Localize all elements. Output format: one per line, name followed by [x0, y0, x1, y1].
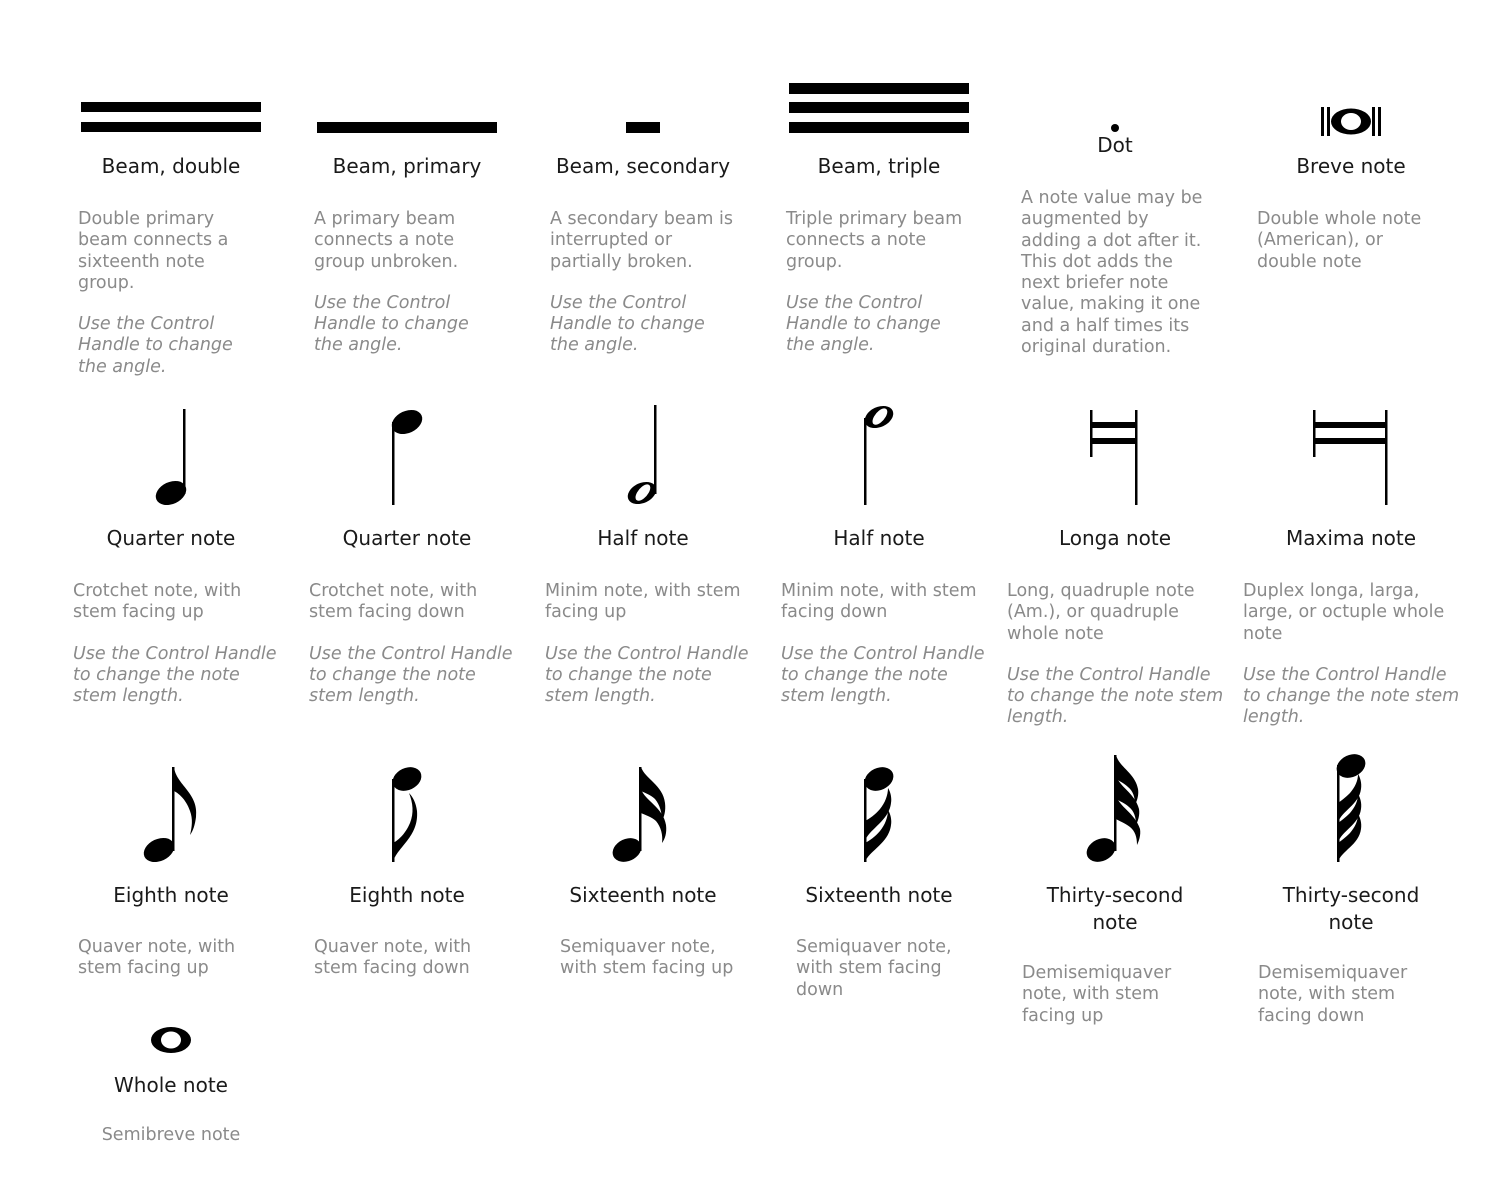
maxima-note-icon — [1233, 400, 1469, 510]
shape-title: Beam, primary — [332, 154, 482, 178]
dot-icon — [997, 80, 1233, 140]
shape-description: Semiquaver note, with stem facing up — [560, 937, 734, 979]
beam-double-icon — [53, 80, 289, 140]
shape-description: Semiquaver note, with stem facing down — [796, 937, 952, 1000]
shape-description: Minim note, with stem facing down Use the Control Handle to change the note stem length. — [781, 581, 985, 707]
eighth-note-up-icon — [53, 755, 289, 870]
shape-title: Eighth note — [113, 883, 229, 907]
shape-description: Demisemiquaver note, with stem facing down — [1258, 963, 1408, 1026]
shape-description: Long, quadruple note (Am.), or quadruple whole note Use the Control Handle to change the note stem length. — [1007, 581, 1224, 728]
shape-title: Beam, triple — [817, 154, 941, 178]
shape-description: Quaver note, with stem facing up — [78, 937, 236, 979]
shape-description: Triple primary beam connects a note group. Use the Control Handle to change the angle. — [786, 209, 963, 356]
thirty-second-note-down-icon — [1233, 755, 1469, 870]
longa-note-icon — [997, 400, 1233, 510]
shape-title: Thirty-second note — [1046, 883, 1184, 934]
sixteenth-note-down-icon — [761, 755, 997, 870]
shape-description: Quaver note, with stem facing down — [314, 937, 472, 979]
quarter-note-down-icon — [289, 400, 525, 510]
shape-title: Longa note — [1058, 526, 1172, 550]
shape-title: Half note — [833, 526, 925, 550]
beam-secondary-icon — [525, 80, 761, 140]
whole-note-icon — [53, 1020, 289, 1065]
beam-triple-icon — [761, 80, 997, 140]
eighth-note-down-icon — [289, 755, 525, 870]
shape-description: Crotchet note, with stem facing up Use the Control Handle to change the note stem length. — [73, 581, 277, 707]
shape-title: Half note — [597, 526, 689, 550]
shape-description: A note value may be augmented by adding a dot after it. This dot adds the next briefer note value, making it one and a half times its original duration. — [1021, 188, 1203, 358]
breve-note-icon — [1233, 80, 1469, 140]
shape-title: Sixteenth note — [569, 883, 717, 907]
shape-description: Crotchet note, with stem facing down Use the Control Handle to change the note stem length. — [309, 581, 513, 707]
shape-title: Dot — [1097, 133, 1133, 157]
half-note-down-icon — [761, 400, 997, 510]
shape-description: Demisemiquaver note, with stem facing up — [1022, 963, 1172, 1026]
thirty-second-note-up-icon — [997, 755, 1233, 870]
shape-description: Duplex longa, larga, large, or octuple whole note Use the Control Handle to change the note stem length. — [1243, 581, 1460, 728]
shape-description: A primary beam connects a note group unbroken. Use the Control Handle to change the angle. — [314, 209, 469, 356]
shape-title: Quarter note — [342, 526, 472, 550]
shape-description: Semibreve note — [101, 1125, 241, 1145]
shape-title: Quarter note — [106, 526, 236, 550]
half-note-up-icon — [525, 400, 761, 510]
shape-description: Double whole note (American), or double note — [1257, 209, 1422, 272]
shape-title: Sixteenth note — [805, 883, 953, 907]
shape-description: Minim note, with stem facing up Use the Control Handle to change the note stem length. — [545, 581, 749, 707]
shape-title: Breve note — [1296, 154, 1406, 178]
shape-title: Beam, double — [101, 154, 241, 178]
shape-title: Whole note — [114, 1073, 228, 1097]
shape-title: Thirty-second note — [1282, 883, 1420, 934]
shape-description: A secondary beam is interrupted or partially broken. Use the Control Handle to change the angle. — [550, 209, 733, 356]
shape-title: Beam, secondary — [555, 154, 731, 178]
beam-primary-icon — [289, 80, 525, 140]
quarter-note-up-icon — [53, 400, 289, 510]
shape-title: Maxima note — [1285, 526, 1417, 550]
shape-title: Eighth note — [349, 883, 465, 907]
shape-description: Double primary beam connects a sixteenth note group. Use the Control Handle to change the angle. — [78, 209, 233, 377]
sixteenth-note-up-icon — [525, 755, 761, 870]
